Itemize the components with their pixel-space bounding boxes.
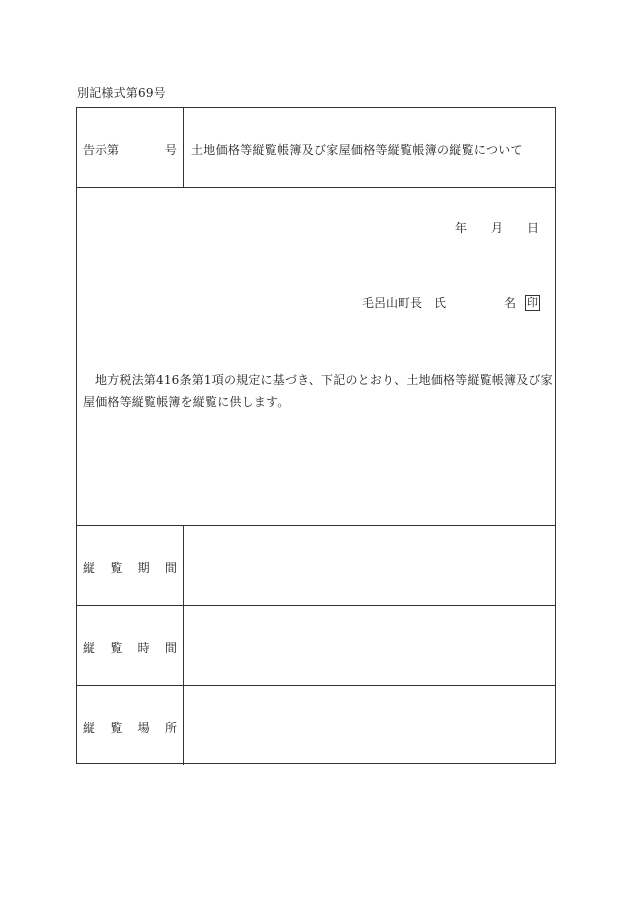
row-label-period (83, 559, 177, 576)
signature-line (362, 294, 540, 311)
notice-body-text: 地方税法第416条第1項の規定に基づき、下記のとおり、土地価格等縦覧帳簿及び家屋価格等縦覧帳簿を縦覧に供します。 (83, 373, 553, 409)
row-label-char: 所 (164, 721, 177, 735)
row-label-char: 間 (164, 641, 177, 655)
row-rule-2 (77, 685, 555, 686)
signer-office: 毛呂山町長 (361, 296, 422, 310)
notice-number-label (83, 141, 177, 158)
signer-name-label-2: 名 (503, 296, 516, 310)
row-label-char: 縦 (83, 641, 96, 655)
form-number: 別記様式第69号 (77, 86, 166, 100)
rows-divider (183, 525, 184, 765)
date-line (455, 219, 539, 236)
row-label-hours (83, 639, 177, 656)
row-label-char: 期 (137, 561, 150, 575)
header-bottom-rule (77, 187, 555, 188)
row-label-char: 覧 (110, 641, 123, 655)
notice-number-prefix: 告示第 (83, 143, 120, 157)
date-day: 日 (526, 221, 539, 235)
row-rule-1 (77, 605, 555, 606)
row-label-char: 間 (164, 561, 177, 575)
row-label-char: 時 (137, 641, 150, 655)
row-label-char: 覧 (110, 721, 123, 735)
seal-mark: 印 (527, 295, 538, 309)
notice-number-suffix: 号 (164, 143, 177, 157)
notice-form-table (76, 107, 556, 764)
date-year: 年 (454, 221, 467, 235)
row-label-char: 縦 (83, 721, 96, 735)
row-label-char: 場 (137, 721, 150, 735)
signer-name-label-1: 氏 (433, 296, 446, 310)
notice-title: 土地価格等縦覧帳簿及び家屋価格等縦覧帳簿の縦覧について (191, 143, 523, 157)
row-label-char: 覧 (110, 561, 123, 575)
header-divider (183, 108, 184, 188)
body-bottom-rule (77, 525, 555, 526)
date-month: 月 (490, 221, 503, 235)
row-label-place (83, 719, 177, 736)
row-label-char: 縦 (83, 561, 96, 575)
